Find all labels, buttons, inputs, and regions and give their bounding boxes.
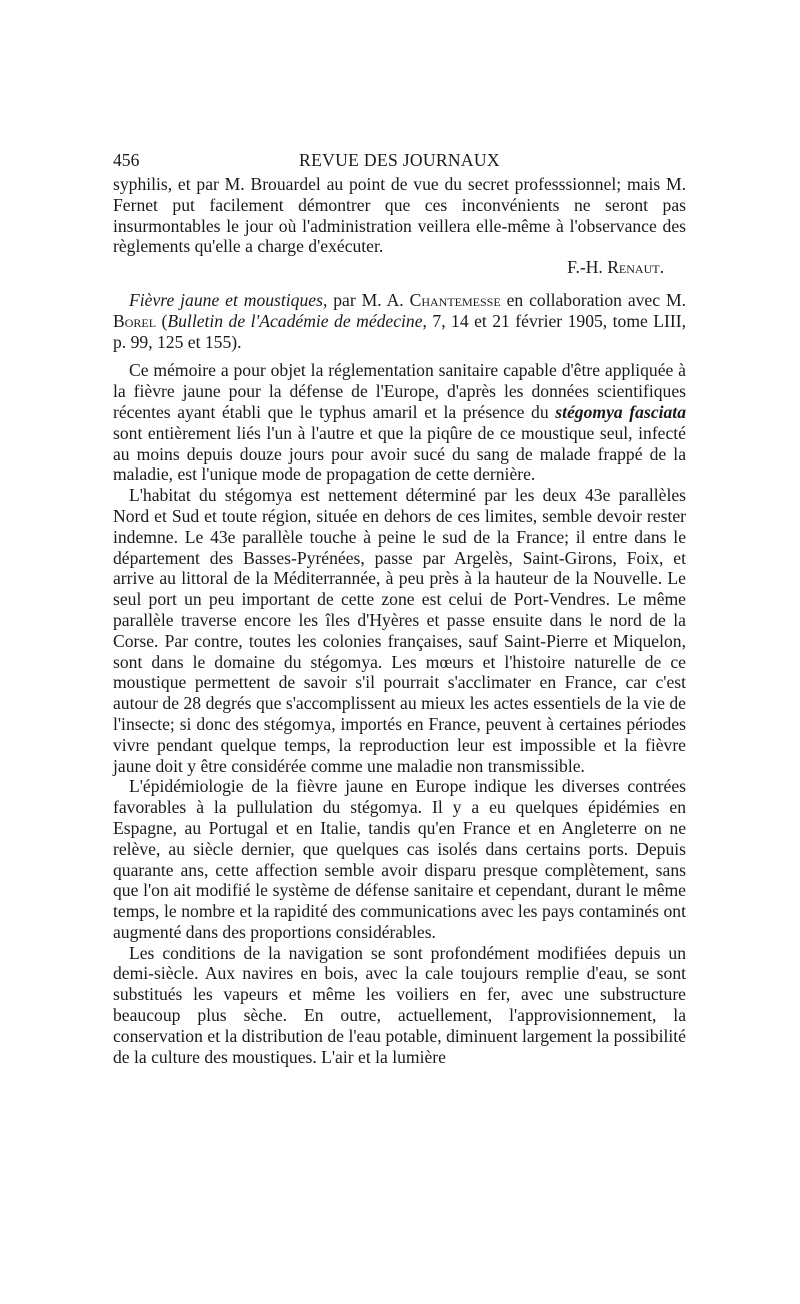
document-page xyxy=(113,150,686,1067)
paragraph-1: Ce mémoire a pour objet la réglementation sanitaire capable d'être appliquée à la fièvre jaune pour la défense de l'Europe, d'après les données scientifiques récentes ayant établi que le typhus amaril et la présence du stégomya fasciata sont entièrement liés l'un à l'autre et que la piqûre de ce moustique seul, infecté au moins depuis douze jours pour avoir sucé du sang de malade frappé de la maladie, est l'unique mode de propagation de cette dernière. xyxy=(113,360,686,485)
species-name: stégomya fasciata xyxy=(555,401,686,422)
running-title: REVUE DES JOURNAUX xyxy=(299,150,500,170)
page-number: 456 xyxy=(113,150,140,170)
continuation-paragraph: syphilis, et par M. Brouardel au point de vue du secret professsionnel; mais M. Fernet put facilement démontrer que ces inconvénients ne seront pas insurmontables le jour où l'administration veillera elle-même à l'observance des règlements qu'elle a charge d'exécuter. xyxy=(113,174,686,257)
article-title: Fièvre jaune et moustiques xyxy=(129,289,323,310)
paragraph-2: L'habitat du stégomya est nettement déterminé par les deux 43e parallèles Nord et Sud et toute région, située en dehors de ces limites, semble devoir rester indemne. Le 43e parallèle touche à peine le sud de la France; il entre dans le département des Basses-Pyrénées, passe par Argelès, Saint-Girons, Foix, et arrive au littoral de la Méditerrannée, à peu près à la hauteur de la Nouvelle. Le seul port un peu important de cette zone est celui de Port-Vendres. Le même parallèle traverse encore les îles d'Hyères et passe ensuite dans le nord de la Corse. Par contre, toutes les colonies françaises, sauf Saint-Pierre et Miquelon, sont dans le domaine du stégomya. Les mœurs et l'histoire naturelle de ce moustique permettent de savoir s'il pourrait s'acclimater en France, car c'est autour de 28 degrés que s'accomplissent au mieux les actes essentiels de la vie de l'insecte; si donc des stégomya, importés en France, peuvent à certaines périodes vivre pendant quelque temps, la reproduction leur est impossible et la fièvre jaune doit y être considérée comme une maladie non transmissible. xyxy=(113,485,686,776)
author-chantemesse: Chantemesse xyxy=(409,289,501,310)
page-header xyxy=(113,150,686,174)
author-borel: Borel xyxy=(113,310,157,331)
article-heading: Fièvre jaune et moustiques, par M. A. Chantemesse en collaboration avec M. Borel (Bulletin de l'Académie de médecine, 7, 14 et 21 février 1905, tome LIII, p. 99, 125 et 155). xyxy=(113,289,686,352)
signature: F.-H. Renaut. xyxy=(567,257,664,278)
paragraph-4: Les conditions de la navigation se sont profondément modifiées depuis un demi-siècle. Aux navires en bois, avec la cale toujours remplie d'eau, se sont substitués les vapeurs et même les voiliers en fer, avec une substructure beaucoup plus sèche. En outre, actuellement, l'approvisionnement, la conservation et la distribution de l'eau potable, diminuent largement la possibilité de la culture des moustiques. L'air et la lumière xyxy=(113,942,686,1067)
journal-title: Bulletin de l'Académie de médecine xyxy=(167,310,423,331)
article-reference: , 7, 14 et 21 février 1905, tome LIII, p. 99, 125 et 155). xyxy=(113,310,686,352)
paragraph-3: L'épidémiologie de la fièvre jaune en Europe indique les diverses contrées favorables à la pullulation du stégomya. Il y a eu quelques épidémies en Espagne, au Portugal et en Italie, tandis qu'en France et en Angleterre on ne relève, au siècle dernier, que quelques cas isolés dans certains ports. Depuis quarante ans, cette affection semble avoir disparu presque complètement, sans que l'on ait modifié le système de défense sanitaire et cependant, durant le même temps, le nombre et la rapidité des communications avec les pays contaminés ont augmenté dans des proportions considérables. xyxy=(113,776,686,942)
